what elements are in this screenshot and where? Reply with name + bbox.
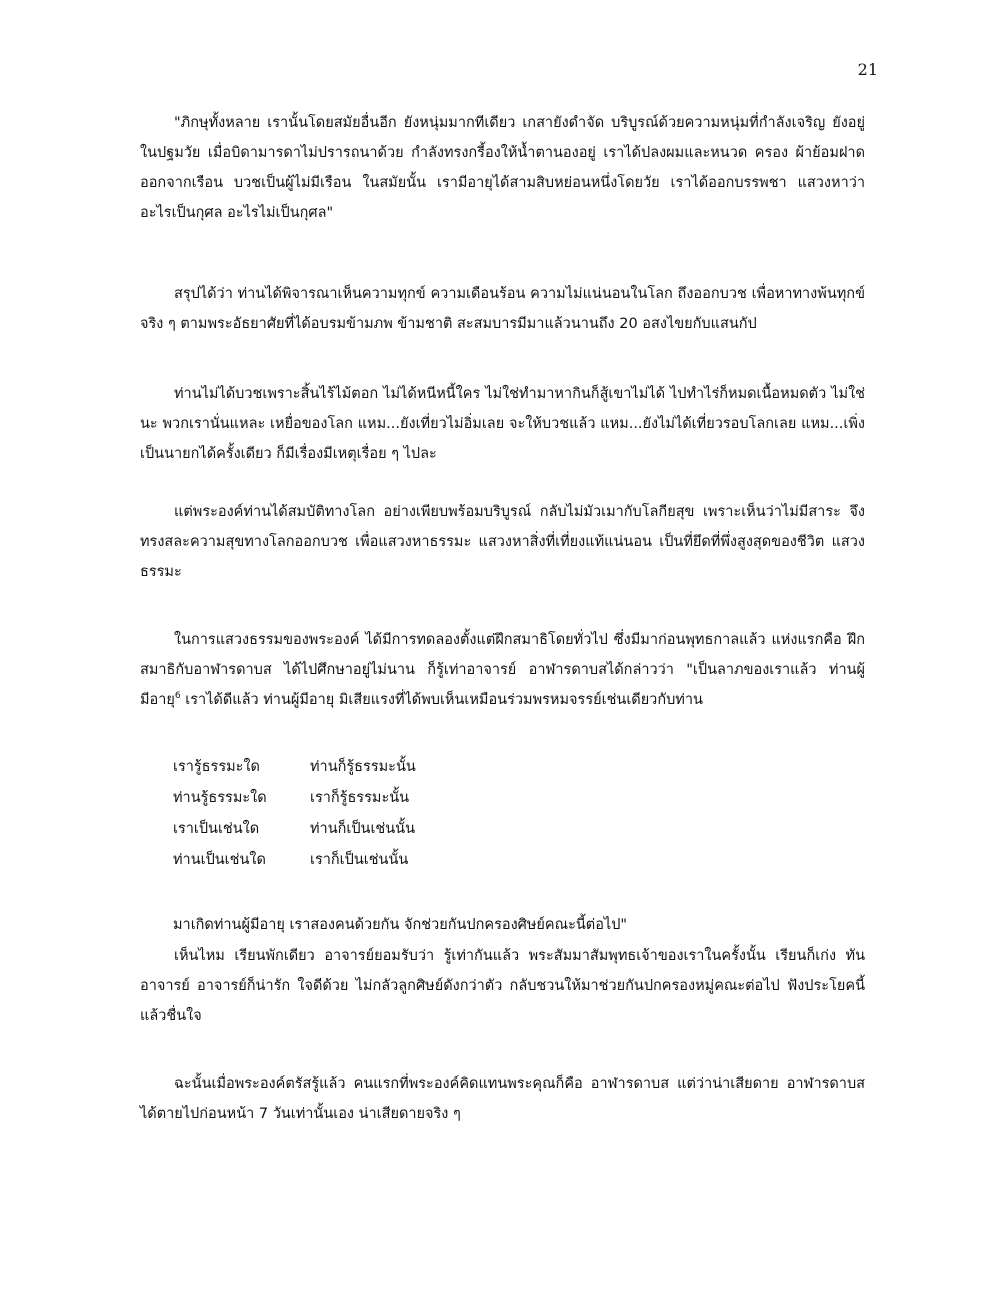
paragraph-closing-quote: มาเกิดท่านผู้มีอายุ เราสองคนด้วยกัน จักช่วยกันปกครองศิษย์คณะนี้ต่อไป" [173,917,628,933]
verse-row [173,845,416,876]
paragraph-buddha-quote: "ภิกษุทั้งหลาย เรานั้นโดยสมัยอื่นอีก ยังหนุ่มมากทีเดียว เกสายังดำจัด บริบูรณ์ด้วยความหนุ่มที่กำลังเจริญ ยังอยู่ในปฐมวัย เมื่อบิดามารดาไม่ปรารถนาด้วย กำลังทรงกรี้องให้น้ำตานองอยู่ เราได้ปลงผมและหนวด ครอง ผ้าย้อมฝาด ออกจากเรือน บวชเป็นผู้ไม่มีเรือน ในสมัยนั้น เรามีอายุได้สามสิบหย่อนหนึ่งโดยวัย เราได้ออกบรรพชา แสวงหาว่าอะไรเป็นกุศล อะไรไม่เป็นกุศล" [140,115,865,221]
verse-row [173,783,416,814]
verse-row [173,752,416,783]
paragraph-renunciation: แต่พระองค์ท่านได้สมบัติทางโลก อย่างเพียบพร้อมบริบูรณ์ กลับไม่มัวเมากับโลกียสุข เพราะเห็นว่าไม่มีสาระ จึงทรงสละความสุขทางโลกออกบวช เพื่อแสวงหาธรรมะ แสวงหาสิ่งที่เที่ยงแท้แน่นอน เป็นที่ยึดที่พึ่งสูงสุดของชีวิต แสวงธรรมะ [140,504,865,580]
footnote-marker: 6 [174,691,181,702]
paragraph-summary: สรุปได้ว่า ท่านได้พิจารณาเห็นความทุกข์ ความเดือนร้อน ความไม่แน่นอนในโลก ถึงออกบวช เพื่อหาทางพ้นทุกข์จริง ๆ ตามพระอัธยาศัยที่ได้อบรมข้ามภพ ข้ามชาติ สะสมบารมีมาแล้วนานถึง 20 อสงไขยกับแสนกัป [140,286,865,332]
paragraph-commentary: เห็นไหม เรียนพักเดียว อาจารย์ยอมรับว่า รู้เท่ากันแล้ว พระสัมมาสัมพุทธเจ้าของเราในครั้งนั้น เรียนก็เก่ง ทันอาจารย์ อาจารย์ก็น่ารัก ใจดีด้วย ไม่กลัวลูกศิษย์ดังกว่าตัว กลับชวนให้มาช่วยกันปกครองหมู่คณะต่อไป ฟังประโยคนี้แล้วชื่นใจ [140,948,865,1024]
verse-right: เราก็รู้ธรรมะนั้น [310,790,410,806]
paragraph-alara-text-part2: เราได้ดีแล้ว ท่านผู้มีอายุ มิเสียแรงที่ได้พบเห็นเหมือนร่วมพรหมจรรย์เช่นเดียวกับท่าน [180,692,703,708]
verse-row [173,814,416,845]
verse-left: เรารู้ธรรมะใด [173,759,260,775]
verse-right: ท่านก็เป็นเช่นนั้น [310,821,415,837]
page-number: 21 [857,60,878,79]
paragraph-alara-kalama [140,625,865,715]
verse-block [173,752,416,876]
paragraph-alara-text-part1: ในการแสวงธรรมของพระองค์ ได้มีการทดลองตั้งแต่ฝึกสมาธิโดยทั่วไป ซึ่งมีมาก่อนพุทธกาลแล้ว แห่งแรกคือ ฝึกสมาธิกับอาฬารดาบส ได้ไปศึกษาอยู่ไม่นาน ก็รู้เท่าอาจารย์ อาฬารดาบสได้กล่าวว่า "เป็นลาภของเราแล้ว ท่านผู้มีอายุ [140,632,865,708]
paragraph-not-ordained-for-poverty: ท่านไม่ได้บวชเพราะสิ้นไร้ไม้ตอก ไม่ได้หนีหนี้ใคร ไม่ใช่ทำมาหากินก็สู้เขาไม่ได้ ไปทำไร่ก็หมดเนื้อหมดตัว ไม่ใช่นะ พวกเรานั่นแหละ เหยื่อของโลก แหม...ยังเที่ยวไม่อิ่มเลย จะให้บวชแล้ว แหม...ยังไม่ได้เที่ยวรอบโลกเลย แหม...เพิ่งเป็นนายกได้ครั้งเดียว ก็มีเรื่องมีเหตุเรื่อย ๆ ไปละ [140,386,865,462]
verse-left: เราเป็นเช่นใด [173,821,260,837]
verse-left: ท่านรู้ธรรมะใด [173,790,267,806]
verse-right: ท่านก็รู้ธรรมะนั้น [310,759,416,775]
paragraph-final: ฉะนั้นเมื่อพระองค์ตรัสรู้แล้ว คนแรกที่พระองค์คิดแทนพระคุณก็คือ อาฬารดาบส แต่ว่าน่าเสียดาย อาฬารดาบสได้ตายไปก่อนหน้า 7 วันเท่านั้นเอง น่าเสียดายจริง ๆ [140,1076,865,1122]
verse-left: ท่านเป็นเช่นใด [173,852,266,868]
verse-right: เราก็เป็นเช่นนั้น [310,852,409,868]
